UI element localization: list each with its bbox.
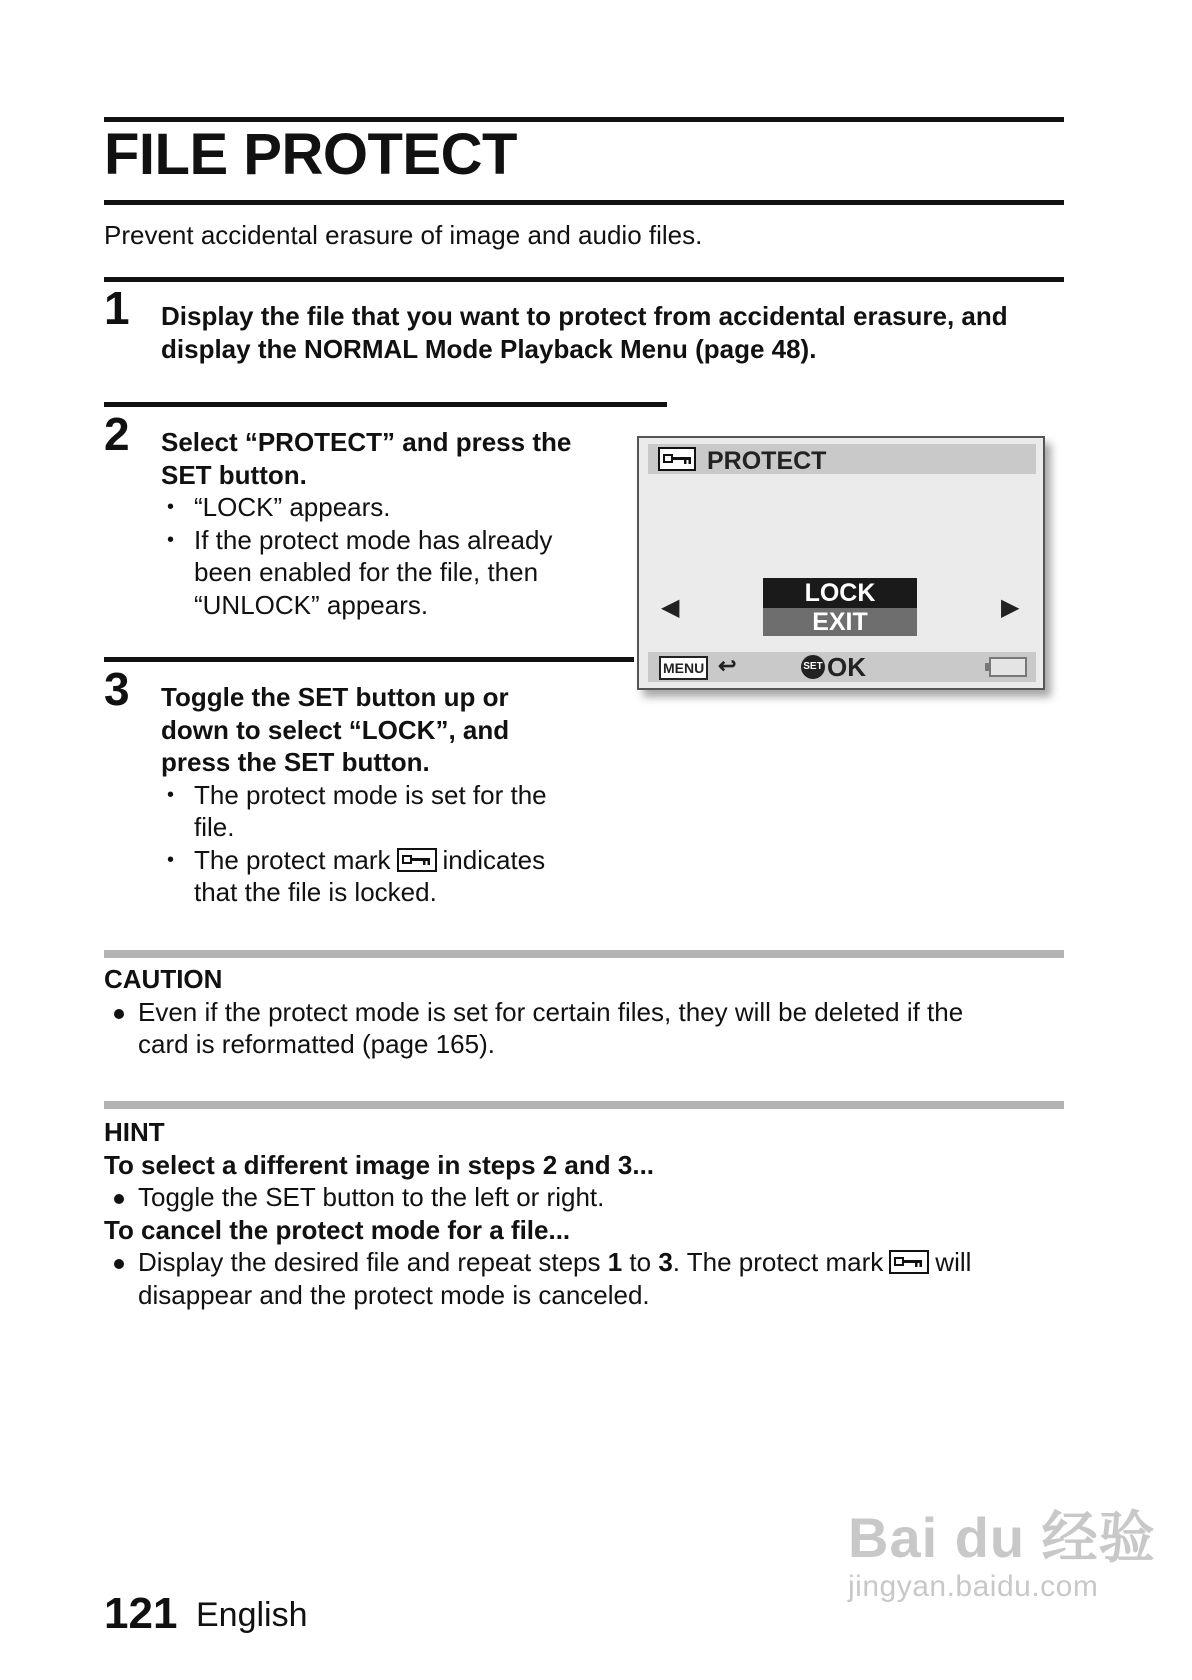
menu-icon[interactable]: MENU <box>659 656 708 680</box>
intro-text: Prevent accidental erasure of image and audio files. <box>104 220 703 250</box>
step2-block <box>161 426 621 621</box>
step3-block <box>161 681 621 909</box>
step2-bullets <box>160 491 621 621</box>
hint-subtitle: To select a different image in steps 2 and 3... <box>104 1149 655 1180</box>
list-item <box>104 996 1064 1061</box>
step2-heading-line: Select “PROTECT” and press the <box>161 427 572 457</box>
return-icon[interactable]: ↩ <box>718 653 737 678</box>
page-language: English <box>196 1596 308 1634</box>
bullet-line: been enabled for the file, then <box>194 557 539 587</box>
step3-number: 3 <box>104 663 130 715</box>
list-item <box>160 844 621 909</box>
screen-title: PROTECT <box>707 447 827 475</box>
right-arrow-icon[interactable]: ▶ <box>1001 594 1020 621</box>
step1-number: 1 <box>104 282 130 334</box>
step-ref: 1 <box>607 1247 623 1277</box>
hint-text: . The protect mark <box>672 1247 884 1277</box>
hint-list-2 <box>104 1246 1064 1311</box>
title-bottom-rule <box>104 200 1064 205</box>
option-exit[interactable]: EXIT <box>763 608 917 636</box>
caution-section <box>104 963 1064 1061</box>
ok-label: OK <box>827 652 866 682</box>
step3-heading-line: press the SET button. <box>161 747 430 777</box>
step2-heading-line: SET button. <box>161 459 307 490</box>
bullet-line: file. <box>194 812 235 842</box>
step3-bullets <box>160 779 621 909</box>
protect-mark-icon <box>397 848 437 872</box>
page-title: FILE PROTECT <box>104 122 517 187</box>
protect-key-icon <box>658 447 696 471</box>
step2-rule <box>104 402 667 407</box>
watermark-logo: Bai du 经验 <box>848 1506 1156 1569</box>
list-item <box>160 524 621 622</box>
caution-list <box>104 996 1064 1061</box>
screen-header <box>648 444 1036 474</box>
hint-line: disappear and the protect mode is canceled. <box>138 1279 650 1310</box>
bullet-line: • “LOCK” appears. <box>194 492 391 522</box>
step2-heading <box>161 426 621 491</box>
bullet-line <box>194 844 621 877</box>
bullet-text: The protect mark <box>194 844 391 875</box>
watermark <box>848 1506 1156 1604</box>
step3-heading <box>161 681 621 779</box>
step1-heading-line: display the NORMAL Mode Playback Menu (page 48). <box>161 333 817 364</box>
bullet-line: “UNLOCK” appears. <box>194 589 429 620</box>
step-ref: 3 <box>658 1247 673 1277</box>
step2-number: 2 <box>104 408 130 460</box>
hint-line <box>138 1246 1064 1279</box>
camera-screen <box>637 436 1045 690</box>
watermark-url: jingyan.baidu.com <box>848 1570 1099 1603</box>
step1-rule <box>104 277 1064 282</box>
caution-line: card is reformatted (page 165). <box>138 1029 495 1059</box>
step3-heading-line: down to select “LOCK”, and <box>161 714 510 745</box>
list-item <box>160 779 621 844</box>
battery-icon <box>989 657 1027 677</box>
step3-heading-line: Toggle the SET button up or <box>161 682 509 712</box>
screen-footer <box>648 652 1036 682</box>
bullet-text: indicates <box>442 844 546 875</box>
left-arrow-icon[interactable]: ◀ <box>661 594 680 621</box>
hint-rule <box>104 1101 1064 1109</box>
protect-mark-icon <box>889 1250 929 1274</box>
bullet-line: • The protect mode is set for the <box>194 779 547 810</box>
hint-text: Display the desired file and repeat steps <box>138 1247 608 1277</box>
hint-list-1 <box>104 1181 1064 1214</box>
hint-title: HINT <box>104 1117 165 1147</box>
caution-rule <box>104 950 1064 958</box>
step3-rule <box>104 657 634 662</box>
hint-line: Toggle the SET button to the left or right. <box>138 1182 605 1212</box>
step1-heading-line: Display the file that you want to protect from accidental erasure, and <box>161 301 1008 331</box>
caution-title: CAUTION <box>104 964 223 994</box>
caution-line: Even if the protect mode is set for certain files, they will be deleted if the <box>138 996 964 1027</box>
hint-text: to <box>622 1247 659 1277</box>
bullet-line: that the file is locked. <box>194 877 437 907</box>
list-item <box>104 1181 1064 1214</box>
page-number: 121 <box>104 1589 178 1638</box>
hint-subtitle: To cancel the protect mode for a file... <box>104 1214 571 1245</box>
list-item <box>104 1246 1064 1311</box>
set-icon[interactable]: SET <box>801 655 825 679</box>
step1-heading <box>161 300 1061 365</box>
option-lock[interactable]: LOCK <box>763 578 917 608</box>
list-item <box>160 491 621 524</box>
bullet-line: • If the protect mode has already <box>194 524 553 555</box>
hint-section <box>104 1116 1064 1311</box>
hint-text: will <box>935 1247 972 1277</box>
